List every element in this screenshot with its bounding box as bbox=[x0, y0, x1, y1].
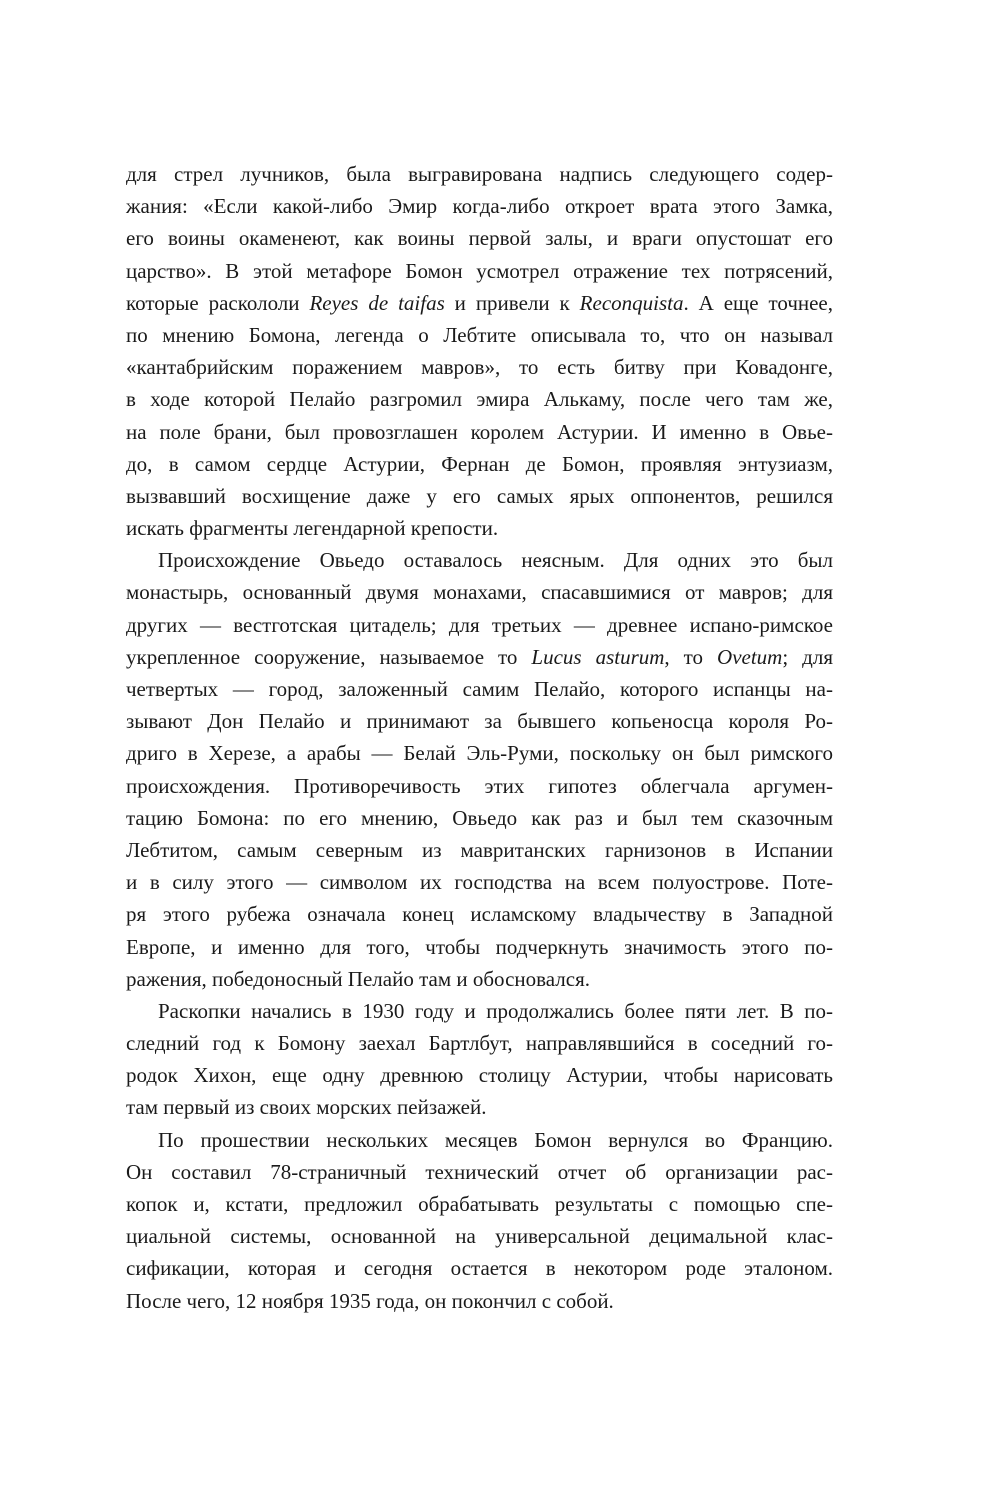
text-line bbox=[126, 866, 833, 898]
text-span: в ходе которой Пелайо разгромил эмира Алькаму, после чего там же, bbox=[126, 387, 833, 412]
italic-term: Lucus asturum bbox=[531, 644, 665, 669]
text-span: для стрел лучников, была выгравирована надпись следующего содер- bbox=[126, 162, 833, 186]
text-line bbox=[126, 190, 833, 222]
text-span: вызвавший восхищение даже у его самых ярых оппонентов, решился bbox=[126, 483, 833, 508]
text-span: жания: «Если какой-либо Эмир когда-либо откроет врата этого Замка, bbox=[126, 194, 833, 219]
text-line bbox=[126, 609, 833, 641]
text-span: там первый из своих морских пейзажей. bbox=[126, 1095, 487, 1120]
text-line bbox=[126, 1220, 833, 1252]
text-line bbox=[126, 512, 833, 544]
text-span: тацию Бомона: по его мнению, Овьедо как раз и был тем сказочным bbox=[126, 805, 833, 830]
text-line bbox=[126, 834, 833, 866]
text-span: По прошествии нескольких месяцев Бомон вернулся во Францию. bbox=[158, 1127, 833, 1152]
text-line bbox=[126, 705, 833, 737]
text-span: дриго в Херезе, а арабы — Белай Эль-Руми, поскольку он был римского bbox=[126, 741, 833, 766]
text-line bbox=[126, 963, 833, 995]
text-line bbox=[126, 1285, 833, 1317]
text-span: сификации, которая и сегодня остается в некотором роде эталоном. bbox=[126, 1256, 833, 1281]
text-line bbox=[126, 641, 833, 673]
text-line bbox=[126, 995, 833, 1027]
text-line bbox=[126, 480, 833, 512]
italic-term: Ovetum bbox=[717, 644, 783, 669]
text-line bbox=[126, 576, 833, 608]
text-line bbox=[126, 1124, 833, 1156]
text-line bbox=[126, 1188, 833, 1220]
text-span: «кантабрийским поражением мавров», то есть битву при Ковадонге, bbox=[126, 355, 833, 380]
text-line bbox=[126, 673, 833, 705]
text-line bbox=[126, 287, 833, 319]
text-span: ря этого рубежа означала конец исламскому владычеству в Западной bbox=[126, 902, 833, 927]
text-line bbox=[126, 383, 833, 415]
text-span: родок Хихон, еще одну древнюю столицу Астурии, чтобы нарисовать bbox=[126, 1063, 833, 1088]
text-line bbox=[126, 1156, 833, 1188]
text-line bbox=[126, 737, 833, 769]
body-text bbox=[126, 158, 833, 1317]
text-span: ; для bbox=[782, 644, 833, 669]
italic-term: Reconquista bbox=[579, 290, 684, 315]
text-span: укрепленное сооружение, называемое то bbox=[126, 644, 532, 669]
text-line bbox=[126, 1059, 833, 1091]
text-span: царство». В этой метафоре Бомон усмотрел отражение тех потрясений, bbox=[126, 258, 833, 283]
text-line bbox=[126, 770, 833, 802]
text-span: искать фрагменты легендарной крепости. bbox=[126, 516, 499, 541]
text-span: копок и, кстати, предложил обрабатывать результаты с помощью спе- bbox=[126, 1192, 833, 1216]
text-line bbox=[126, 898, 833, 930]
text-span: других — вестготская цитадель; для третьих — древнее испано-римское bbox=[126, 612, 833, 637]
text-span: и в силу этого — символом их господства на всем полуострове. Поте- bbox=[126, 870, 833, 895]
text-line bbox=[126, 448, 833, 480]
text-span: Он составил 78-страничный технический отчет об организации рас- bbox=[126, 1159, 833, 1184]
text-line bbox=[126, 1027, 833, 1059]
text-line bbox=[126, 1091, 833, 1123]
text-span: на поле брани, был провозглашен королем Астурии. И именно в Овье- bbox=[126, 419, 833, 444]
text-span: четвертых — город, заложенный самим Пелайо, которого испанцы на- bbox=[126, 677, 833, 701]
text-line bbox=[126, 1252, 833, 1284]
text-span: которые раскололи bbox=[126, 290, 310, 315]
text-span: зывают Дон Пелайо и принимают за бывшего копьеносца короля Ро- bbox=[126, 709, 833, 734]
text-line bbox=[126, 222, 833, 254]
text-span: Происхождение Овьедо оставалось неясным. Для одних это был bbox=[158, 548, 833, 573]
text-line bbox=[126, 319, 833, 351]
text-line bbox=[126, 416, 833, 448]
italic-term: Reyes de taifas bbox=[309, 290, 445, 315]
text-span: монастырь, основанный двумя монахами, спасавшимися от мавров; для bbox=[126, 580, 833, 605]
text-span: по мнению Бомона, легенда о Лебтите описывала то, что он называл bbox=[126, 322, 833, 347]
text-span: . А еще точнее, bbox=[683, 290, 834, 315]
text-span: следний год к Бомону заехал Бартлбут, направлявшийся в соседний го- bbox=[126, 1031, 833, 1056]
text-line bbox=[126, 544, 833, 576]
text-line bbox=[126, 931, 833, 963]
text-span: и привели к bbox=[444, 290, 580, 315]
text-span: ражения, победоносный Пелайо там и обосновался. bbox=[126, 966, 590, 991]
text-span: происхождения. Противоречивость этих гипотез облегчала аргумен- bbox=[126, 773, 833, 798]
text-span: Лебтитом, самым северным из мавританских гарнизонов в Испании bbox=[126, 837, 833, 862]
text-span: , то bbox=[664, 644, 718, 669]
text-span: циальной системы, основанной на универсальной децимальной клас- bbox=[126, 1224, 833, 1249]
text-span: до, в самом сердце Астурии, Фернан де Бомон, проявляя энтузиазм, bbox=[126, 451, 833, 476]
text-line bbox=[126, 802, 833, 834]
text-line bbox=[126, 158, 833, 190]
text-span: Раскопки начались в 1930 году и продолжались более пяти лет. В по- bbox=[158, 998, 833, 1023]
text-line bbox=[126, 351, 833, 383]
text-span: Европе, и именно для того, чтобы подчеркнуть значимость этого по- bbox=[126, 934, 833, 959]
text-span: его воины окаменеют, как воины первой залы, и враги опустошат его bbox=[126, 226, 833, 251]
text-line bbox=[126, 255, 833, 287]
text-span: После чего, 12 ноября 1935 года, он покончил с собой. bbox=[126, 1288, 614, 1313]
